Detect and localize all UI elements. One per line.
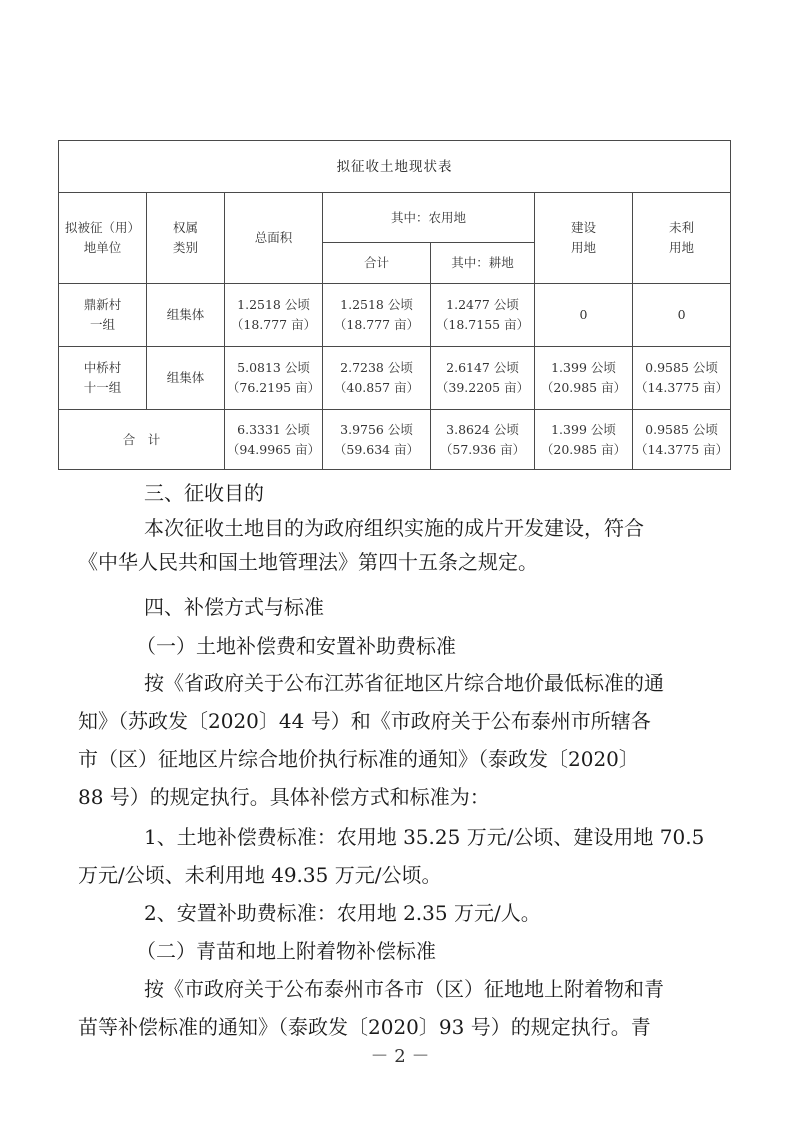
paragraph-line: 知》（苏政发〔2020〕44 号）和《市政府关于公布泰州市所辖各 bbox=[78, 709, 651, 733]
cell-total: 5.0813 公顷 （76.2195 亩） bbox=[225, 347, 323, 410]
paragraph-line: 市（区）征地区片综合地价执行标准的通知》（泰政发〔2020〕 bbox=[78, 747, 639, 771]
paragraph-line: 本次征收土地目的为政府组织实施的成片开发建设，符合 bbox=[144, 516, 644, 540]
page-number: － 2 － bbox=[370, 1046, 430, 1067]
paragraph-line: 《中华人民共和国土地管理法》第四十五条之规定。 bbox=[78, 550, 538, 574]
paragraph-line: 按《省政府关于公布江苏省征地区片综合地价最低标准的通 bbox=[144, 671, 664, 695]
cell-arable: 1.2477 公顷 （18.7155 亩） bbox=[431, 284, 535, 347]
header-agricultural-total: 合计 bbox=[323, 243, 431, 284]
land-status-table bbox=[58, 140, 731, 470]
cell-unused: 0.9585 公顷 （14.3775 亩） bbox=[633, 347, 731, 410]
cell-agri-total: 1.2518 公顷 （18.777 亩） bbox=[323, 284, 431, 347]
header-unit: 拟被征（用） 地单位 bbox=[59, 193, 147, 284]
cell-construction: 0 bbox=[535, 284, 633, 347]
cell-unit: 中桥村 十一组 bbox=[59, 347, 147, 410]
paragraph-line: 按《市政府关于公布泰州市各市（区）征地地上附着物和青 bbox=[144, 977, 664, 1001]
cell-ownership: 组集体 bbox=[147, 284, 225, 347]
subheading-crop-compensation: （二）青苗和地上附着物补偿标准 bbox=[136, 939, 436, 963]
paragraph-line: 1、土地补偿费标准：农用地 35.25 万元/公顷、建设用地 70.5 bbox=[144, 825, 705, 849]
subheading-land-compensation: （一）土地补偿费和安置补助费标准 bbox=[136, 634, 456, 658]
cell-unused: 0 bbox=[633, 284, 731, 347]
table-caption: 拟征收土地现状表 bbox=[59, 141, 731, 193]
cell-total: 1.2518 公顷 （18.777 亩） bbox=[225, 284, 323, 347]
paragraph-line: 88 号）的规定执行。具体补偿方式和标准为： bbox=[78, 785, 490, 809]
sum-agri-total: 3.9756 公顷 （59.634 亩） bbox=[323, 410, 431, 470]
table-sum-row bbox=[59, 410, 731, 470]
cell-construction: 1.399 公顷 （20.985 亩） bbox=[535, 347, 633, 410]
header-construction: 建设 用地 bbox=[535, 193, 633, 284]
section-heading-purpose: 三、征收目的 bbox=[144, 481, 264, 505]
section-heading-compensation: 四、补偿方式与标准 bbox=[144, 595, 324, 619]
cell-unit: 鼎新村 一组 bbox=[59, 284, 147, 347]
paragraph-line: 万元/公顷、未利用地 49.35 万元/公顷。 bbox=[78, 863, 442, 887]
cell-agri-total: 2.7238 公顷 （40.857 亩） bbox=[323, 347, 431, 410]
paragraph-line: 2、安置补助费标准：农用地 2.35 万元/人。 bbox=[144, 901, 541, 925]
table-row bbox=[59, 284, 731, 347]
paragraph-line: 苗等补偿标准的通知》（泰政发〔2020〕93 号）的规定执行。青 bbox=[78, 1015, 651, 1039]
header-arable: 其中：耕地 bbox=[431, 243, 535, 284]
header-total-area: 总面积 bbox=[225, 193, 323, 284]
header-agricultural-group: 其中：农用地 bbox=[323, 193, 535, 243]
sum-unused: 0.9585 公顷 （14.3775 亩） bbox=[633, 410, 731, 470]
sum-label: 合 计 bbox=[59, 410, 225, 470]
sum-total: 6.3331 公顷 （94.9965 亩） bbox=[225, 410, 323, 470]
header-ownership: 权属 类别 bbox=[147, 193, 225, 284]
sum-construction: 1.399 公顷 （20.985 亩） bbox=[535, 410, 633, 470]
cell-arable: 2.6147 公顷 （39.2205 亩） bbox=[431, 347, 535, 410]
sum-arable: 3.8624 公顷 （57.936 亩） bbox=[431, 410, 535, 470]
header-unused: 未利 用地 bbox=[633, 193, 731, 284]
table-row bbox=[59, 347, 731, 410]
cell-ownership: 组集体 bbox=[147, 347, 225, 410]
